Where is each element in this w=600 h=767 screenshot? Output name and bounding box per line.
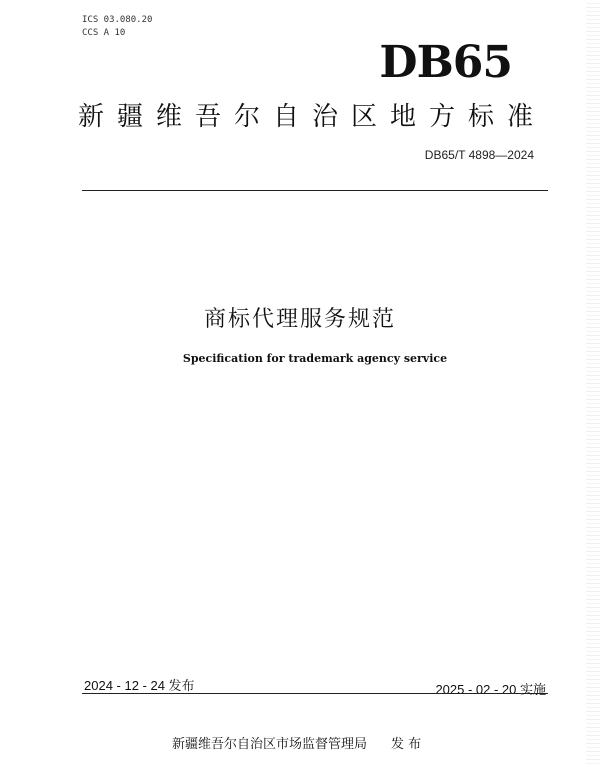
classification-codes: [82, 14, 152, 40]
document-title-english: Specification for trademark agency service: [182, 352, 448, 365]
ics-code: ICS 03.080.20: [82, 15, 153, 25]
ccs-code: CCS A 10: [82, 28, 126, 38]
top-divider: [82, 190, 548, 191]
standard-type-heading: 新疆维吾尔自治区地方标准: [78, 102, 547, 132]
bottom-divider: [82, 693, 548, 694]
db65-logo: DB65: [379, 37, 512, 88]
scan-edge-noise: [586, 0, 600, 767]
publisher-name: 新疆维吾尔自治区市场监督管理局: [172, 737, 368, 752]
standard-number: DB65/T 4898—2024: [424, 148, 534, 162]
document-title-chinese: 商标代理服务规范: [203, 307, 396, 332]
implementation-date: 2025 - 02 - 20 实施: [435, 682, 546, 697]
publisher-line: [172, 733, 421, 752]
publish-action: 发 布: [391, 737, 422, 752]
issue-date: 2024 - 12 - 24 发布: [84, 678, 195, 693]
